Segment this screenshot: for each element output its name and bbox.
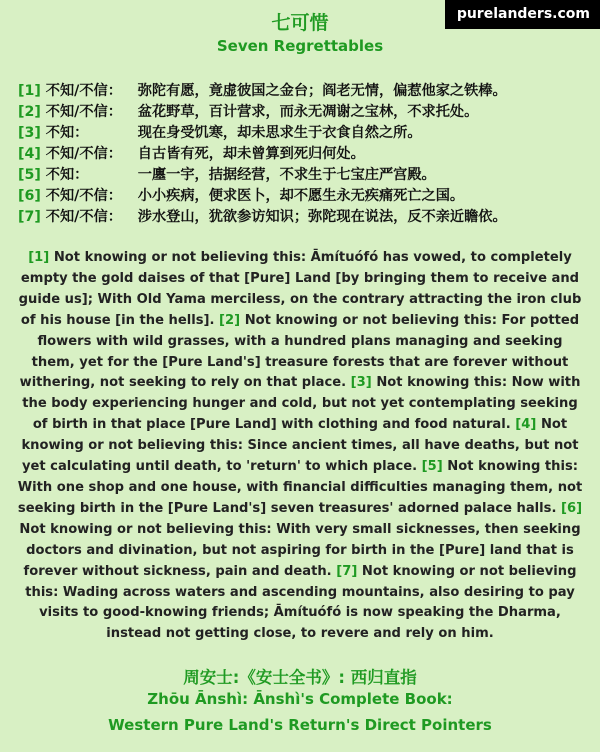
item-text: 自古皆有死，却未曾算到死归何处。 xyxy=(137,146,365,162)
en-item-text: Not knowing or not believing this: For potted flowers with wild grasses, with a hundred plans managing and seeking them, yet for the [Pure Land's] treasure forests that are forever without withering, not seeking to rely on that place. xyxy=(19,312,580,391)
site-brand-badge: purelanders.com xyxy=(445,0,600,29)
item-text: 弥陀有愿，竟虚彼国之金台；阎老无情，偏惹他家之铁棒。 xyxy=(137,83,507,99)
en-item-text: Not knowing this: Now with the body experiencing hunger and cold, but not yet contemplating seeking of birth in that place [Pure Land] with clothing and food natural. xyxy=(22,375,581,433)
en-item-text: Not knowing or not believing this: Since ancient times, all have deaths, but not yet calculating until death, to 'return' to which place. xyxy=(21,417,579,475)
item-number: [4] xyxy=(18,146,41,162)
item-label: 不知/不信： xyxy=(45,83,122,99)
en-item-number: [2] xyxy=(219,312,241,328)
item-label: 不知： xyxy=(45,167,89,183)
en-item-number: [1] xyxy=(28,250,50,265)
en-item-number: [6] xyxy=(560,500,583,516)
english-translation-paragraph xyxy=(14,248,586,645)
item-text: 小小疾病，便求医卜，却不愿生永无疾痛死亡之国。 xyxy=(137,188,465,204)
en-item-text: Not knowing or not believing this: Āmítuófó has vowed, to completely empty the gold daises of that [Pure] Land [by bringing them to receive and guide us]; With Old Yama merciless, on the contrary attracting the iron club of his house [in the hells]. xyxy=(18,250,582,328)
en-item-number: [7] xyxy=(336,563,358,579)
item-text: 涉水登山，犹欲参访知识；弥陀现在说法，反不亲近瞻依。 xyxy=(137,209,507,225)
chinese-item-7 xyxy=(18,207,598,228)
item-text: 现在身受饥寒，却未思求生于衣食自然之所。 xyxy=(137,125,422,141)
item-number: [7] xyxy=(18,209,41,225)
title-chinese: 七可惜 xyxy=(271,12,329,34)
chinese-regrets-list xyxy=(18,81,598,228)
item-label: 不知/不信： xyxy=(45,209,122,225)
source-english-line-1: Zhōu Ānshì: Ānshì's Complete Book: xyxy=(147,690,453,708)
en-item-number: [3] xyxy=(350,375,372,391)
chinese-item-2 xyxy=(18,102,598,123)
item-number: [5] xyxy=(18,167,41,183)
en-item-text: Not knowing or not believing this: With very small sicknesses, then seeking doctors and divination, but not aspiring for birth in the [Pure] land that is forever without sickness, pain and death. xyxy=(19,521,581,579)
item-number: [1] xyxy=(18,83,41,99)
en-item-number: [5] xyxy=(421,459,443,475)
item-text: 一廛一宇，拮据经营，不求生于七宝庄严宫殿。 xyxy=(137,167,436,183)
chinese-item-6 xyxy=(18,186,598,207)
item-number: [2] xyxy=(18,104,41,120)
item-label: 不知： xyxy=(45,125,89,141)
item-text: 盆花野草，百计营求，而永无凋谢之宝林，不求托处。 xyxy=(137,104,479,120)
item-label: 不知/不信： xyxy=(45,146,122,162)
en-item-text: Not knowing or not believing this: Wading across waters and ascending mountains, also desiring to pay visits to good-knowing friends; Āmítuófó is now speaking the Dharma, instead not getting close, to revere and rely on him. xyxy=(25,563,577,642)
item-label: 不知/不信： xyxy=(45,188,122,204)
item-label: 不知/不信： xyxy=(45,104,122,120)
chinese-item-3 xyxy=(18,123,598,144)
chinese-item-4 xyxy=(18,144,598,165)
chinese-item-1 xyxy=(18,81,598,102)
title-english: Seven Regrettables xyxy=(216,37,384,55)
source-chinese: 周安士:《安士全书》: 西归直指 xyxy=(183,668,417,687)
item-number: [3] xyxy=(18,125,41,141)
en-item-text: Not knowing this: With one shop and one house, with financial difficulties managing them, not seeking birth in the [Pure Land's] seven treasures' adorned palace halls. xyxy=(17,459,583,516)
item-number: [6] xyxy=(18,188,41,204)
source-english-line-2: Western Pure Land's Return's Direct Pointers xyxy=(108,716,492,734)
chinese-item-5 xyxy=(18,165,598,186)
en-item-number: [4] xyxy=(515,417,537,433)
